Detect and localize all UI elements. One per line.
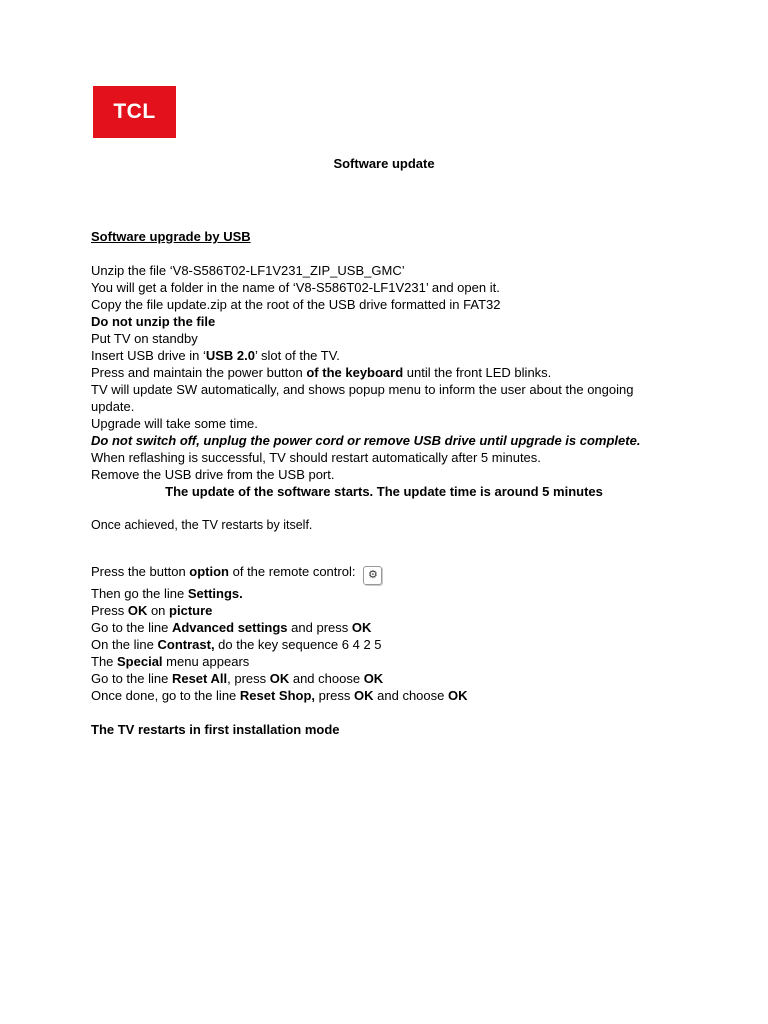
usb-step-line-text: When reflashing is successful, TV should restart automatically after 5 minutes. bbox=[91, 450, 541, 465]
usb-step-line bbox=[91, 415, 691, 432]
usb-step-line bbox=[91, 296, 691, 313]
usb-step-line-text: TV will update SW automatically, and shows popup menu to inform the user about the ongoing bbox=[91, 382, 634, 397]
reset-step-line bbox=[91, 585, 691, 602]
usb-step-line-text: Do not switch off, unplug the power cord or remove USB drive until upgrade is complete. bbox=[91, 433, 641, 448]
reset-step-line bbox=[91, 670, 691, 687]
usb-step-line bbox=[91, 262, 691, 279]
reset-step-line-text: Settings. bbox=[187, 586, 243, 601]
usb-step-line bbox=[91, 364, 691, 381]
reset-step-line-text: Special bbox=[117, 654, 163, 669]
usb-step-line bbox=[91, 330, 691, 347]
usb-step-line bbox=[91, 466, 691, 483]
usb-step-line-text: Do not unzip the file bbox=[91, 314, 216, 329]
usb-step-line bbox=[91, 347, 691, 364]
reset-step-line-text: Go to the line bbox=[91, 671, 172, 686]
reset-step-line-text: , press bbox=[227, 671, 270, 686]
reset-step-line bbox=[91, 602, 691, 619]
reset-step-line-text: Advanced settings bbox=[171, 620, 288, 635]
reset-step-line-text: On the line bbox=[91, 637, 158, 652]
usb-step-line-text: until the front LED blinks. bbox=[403, 365, 552, 380]
usb-step-line-text: ’ slot of the TV. bbox=[255, 348, 340, 363]
reset-step-line-text: Press bbox=[91, 603, 128, 618]
usb-step-line-text: of the keyboard bbox=[306, 365, 404, 380]
usb-step-line bbox=[91, 449, 691, 466]
reset-step-line-text: OK bbox=[447, 688, 468, 703]
page-title: Software update bbox=[333, 156, 435, 171]
reset-step-line-text: OK bbox=[269, 671, 290, 686]
usb-step-line-text: update. bbox=[91, 399, 135, 414]
reset-step-line bbox=[91, 687, 691, 704]
reset-step-line-text: on bbox=[147, 603, 170, 618]
reset-step-line-text: picture bbox=[169, 603, 213, 618]
reset-step-line-text: Once done, go to the line bbox=[91, 688, 240, 703]
reset-step-line bbox=[91, 563, 691, 585]
usb-step-line bbox=[91, 398, 691, 415]
final-note: The TV restarts in first installation mode bbox=[91, 722, 340, 737]
reset-step-line-text: Contrast, bbox=[157, 637, 215, 652]
usb-step-line-text: Upgrade will take some time. bbox=[91, 416, 258, 431]
reset-step-line-text: Reset Shop, bbox=[239, 688, 316, 703]
reset-step-line-text: Press the button bbox=[91, 564, 190, 579]
reset-step-line-text: The bbox=[91, 654, 118, 669]
usb-step-line-text: Insert USB drive in ‘ bbox=[91, 348, 206, 363]
reset-step-line-text: OK bbox=[363, 671, 384, 686]
usb-steps-list bbox=[91, 262, 691, 483]
usb-step-line-text: Copy the file update.zip at the root of the USB drive formatted in FAT32 bbox=[91, 297, 501, 312]
reset-step-line-text: and choose bbox=[289, 671, 364, 686]
reset-step-line-text: and choose bbox=[373, 688, 448, 703]
usb-step-line bbox=[91, 381, 691, 398]
update-note: The update of the software starts. The update time is around 5 minutes bbox=[165, 484, 603, 499]
usb-step-line bbox=[91, 279, 691, 296]
reset-step-line-text: press bbox=[315, 688, 355, 703]
reset-step-line-text: option bbox=[189, 564, 229, 579]
usb-step-line bbox=[91, 432, 691, 449]
reset-step-line bbox=[91, 636, 691, 653]
usb-step-line-text: Put TV on standby bbox=[91, 331, 198, 346]
tcl-logo: TCL bbox=[93, 86, 176, 138]
reset-step-line-text: OK bbox=[354, 688, 374, 703]
reset-step-line-text: OK bbox=[351, 620, 372, 635]
reset-step-line-text: Reset All bbox=[171, 671, 228, 686]
reset-step-line-text: of the remote control: bbox=[229, 564, 356, 579]
option-gear-icon: ⚙ bbox=[363, 566, 382, 585]
section-heading: Software upgrade by USB bbox=[91, 229, 251, 244]
usb-step-line bbox=[91, 313, 691, 330]
reset-step-line-text: and press bbox=[287, 620, 352, 635]
reset-step-line bbox=[91, 619, 691, 636]
reset-steps-list bbox=[91, 563, 691, 704]
usb-step-line-text: Unzip the file ‘V8-S586T02-LF1V231_ZIP_USB_GMC’ bbox=[91, 263, 405, 278]
usb-step-line-text: Remove the USB drive from the USB port. bbox=[91, 467, 335, 482]
reset-step-line-text: OK bbox=[127, 603, 148, 618]
reset-step-line-text: Go to the line bbox=[91, 620, 172, 635]
reset-step-line-text: do the key sequence 6 4 2 5 bbox=[214, 637, 382, 652]
restart-note: Once achieved, the TV restarts by itself. bbox=[91, 518, 313, 532]
usb-step-line-text: You will get a folder in the name of ‘V8-S586T02-LF1V231’ and open it. bbox=[91, 280, 500, 295]
reset-step-line bbox=[91, 653, 691, 670]
reset-step-line-text: Then go the line bbox=[91, 586, 188, 601]
reset-step-line-text: menu appears bbox=[162, 654, 250, 669]
usb-step-line-text: Press and maintain the power button bbox=[91, 365, 307, 380]
usb-step-line-text: USB 2.0 bbox=[205, 348, 256, 363]
document-body bbox=[91, 228, 691, 738]
